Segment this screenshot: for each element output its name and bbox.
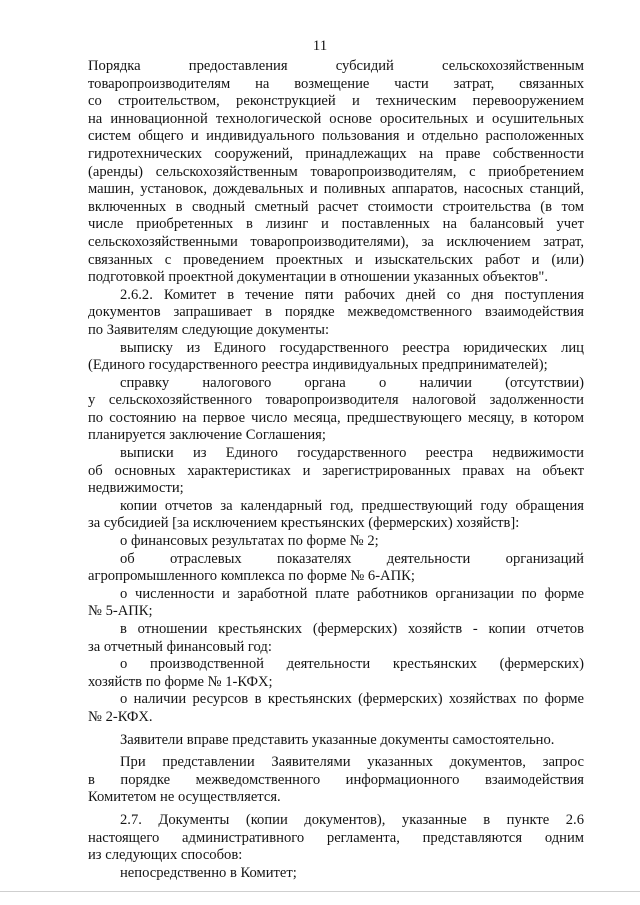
text-line: систем общего и индивидуального пользования и отдельно расположенных [88,128,584,145]
text-line: числе приобретенных в лизинг и поставленных на балансовый учет [88,216,584,233]
text-line: машин, установок, дождевальных и поливных аппаратов, насосных станций, [88,181,584,198]
text-line: справку налогового органа о наличии (отсутствии) [120,374,584,391]
text-line: за субсидией [за исключением крестьянских (фермерских) хозяйств]: [88,515,520,532]
text-line: об основных характеристиках и зарегистрированных правах на объект [88,462,584,479]
text-line: о финансовых результатах по форме № 2; [120,533,379,550]
text-line: об отраслевых показателях деятельности организаций [120,550,584,567]
paragraph-kfh [88,621,584,656]
text-line: по Заявителям следующие документы: [88,321,330,338]
text-line: у сельскохозяйственного товаропроизводителя налоговой задолженности [88,392,584,409]
text-line: включенных в сводный сметный расчет стоимости строительства (в том [88,198,584,215]
text-line: подготовкой проектной документации в отношении указанных объектов". [88,269,548,286]
paragraph-form-2 [88,533,584,551]
text-line: № 5-АПК; [88,603,153,620]
text-line: настоящего административного регламента, представляются одним [88,829,584,846]
text-line: по состоянию на первое число месяца, предшествующего месяцу, в котором [88,409,584,426]
text-line: (аренды) сельскохозяйственным товаропроизводителям, с приобретением [88,163,584,180]
text-line: Заявители вправе представить указанные документы самостоятельно. [120,731,555,748]
paragraph-reports [88,498,584,533]
text-line: в отношении крестьянских (фермерских) хозяйств - копии отчетов [120,621,584,637]
text-line: связанных с проведением проектных и изыскательских работ и (или) [88,251,584,268]
paragraph-form-6-apk [88,551,584,586]
text-line: агропромышленного комплекса по форме № 6-АПК; [88,568,415,585]
page-number: 11 [312,38,328,54]
text-line: о численности и заработной плате работников организации по форме [120,585,584,602]
scan-edge-line [0,891,640,892]
text-line: гидротехнических сооружений, принадлежащих на праве собственности [88,145,584,162]
text-line: товаропроизводителям на возмещение части затрат, связанных [88,75,584,92]
text-line: о наличии ресурсов в крестьянских (фермерских) хозяйствах по форме [120,691,584,708]
paragraph-p-2-7 [88,812,584,865]
text-line: документов запрашивает в порядке межведомственного взаимодействия [88,304,584,321]
text-line: со строительством, реконструкцией и техническим перевооружением [88,93,584,110]
text-line: выписки из Единого государственного реестра недвижимости [120,445,584,462]
document-body [88,58,584,882]
paragraph-intro [88,58,584,287]
text-line: копии отчетов за календарный год, предшествующий году обращения [120,497,584,514]
text-line: о производственной деятельности крестьянских (фермерских) [120,656,584,673]
text-line: хозяйств по форме № 1-КФХ; [88,673,273,690]
text-line: выписку из Единого государственного реестра юридических лиц [120,339,584,356]
text-line: 2.7. Документы (копии документов), указанные в пункте 2.6 [120,811,584,828]
paragraph-form-5-apk [88,586,584,621]
text-line: планируется заключение Соглашения; [88,427,326,444]
paragraph-form-1-kfh [88,656,584,691]
text-line: При представлении Заявителями указанных документов, запрос [120,754,584,771]
text-line: непосредственно в Комитет; [120,864,297,881]
paragraph-egrul [88,340,584,375]
text-line: (Единого государственного реестра индивидуальных предпринимателей); [88,357,548,374]
text-line: 2.6.2. Комитет в течение пяти рабочих дней со дня поступления [120,286,584,303]
paragraph-no-request [88,754,584,807]
text-line: Комитетом не осуществляется. [88,789,281,806]
paragraph-tax-certificate [88,375,584,445]
text-line: на инновационной технологической основе оросительных и осушительных [88,110,584,127]
text-line: в порядке межведомственного информационного взаимодействия [88,771,584,788]
text-line: из следующих способов: [88,847,243,864]
text-line: № 2-КФХ. [88,708,153,725]
text-line: Порядка предоставления субсидий сельскохозяйственным [88,58,584,74]
paragraph-form-2-kfh [88,691,584,726]
text-line: сельскохозяйственными товаропроизводителями), за исключением затрат, [88,233,584,250]
text-line: недвижимости; [88,480,184,497]
paragraph-direct [88,865,584,883]
text-line: за отчетный финансовый год: [88,638,272,655]
paragraph-p-2-6-2 [88,287,584,340]
paragraph-self-submit [88,732,584,750]
paragraph-egrn [88,445,584,498]
